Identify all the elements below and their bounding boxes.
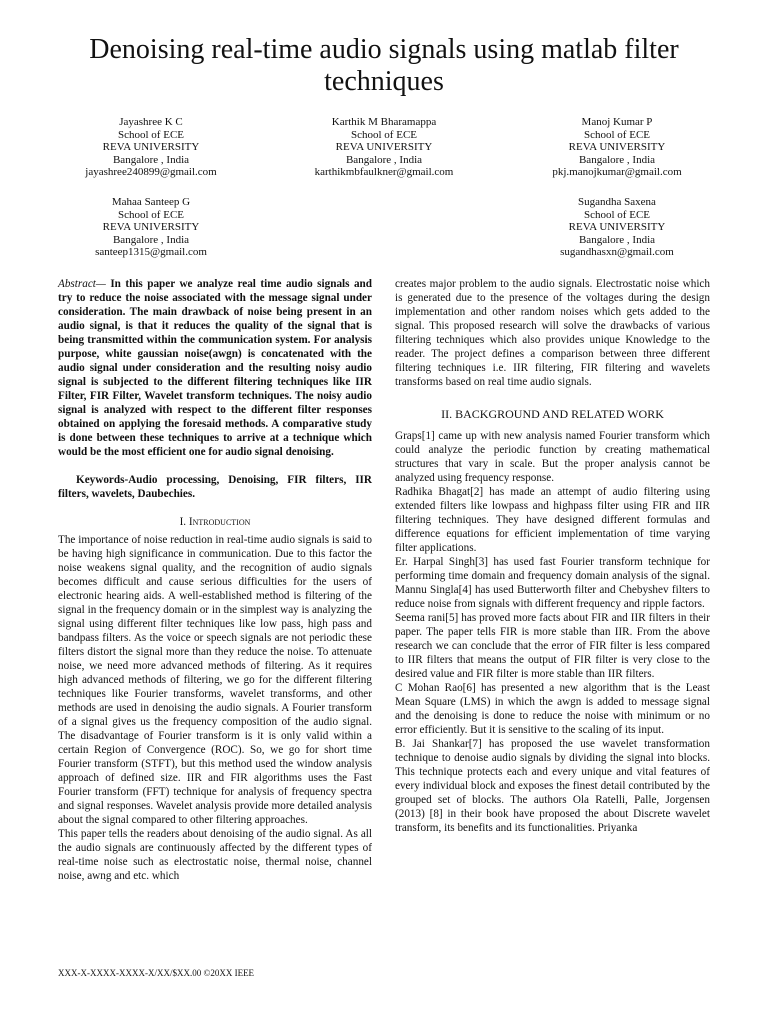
author-block xyxy=(36,116,266,179)
abstract-label: Abstract— xyxy=(58,278,106,290)
paragraph: B. Jai Shankar[7] has proposed the use wavelet transformation technique to denoise audio signals by dividing the signal into blocks. This technique protects each and every unique and vital features of every individual block and exposes the finest detail contributed by the grouped set of blocks. The authors Ola Ratelli, Palle, Jorgensen (2013) [8] in their book have proposed the about Discrete wavelet transform, its benefits and its functionalities. Priyanka xyxy=(395,738,710,834)
paragraph: C Mohan Rao[6] has presented a new algorithm that is the Least Mean Square (LMS) in which the awgn is added to message signal and the denoising is done to reduce the noise with minimum or no error efficiently. But it is sensitive to the scaling of its input. xyxy=(395,682,710,736)
author-email: sugandhasxn@gmail.com xyxy=(560,246,674,259)
author-dept: School of ECE xyxy=(584,208,650,221)
author-block xyxy=(502,116,732,179)
author-dept: School of ECE xyxy=(118,208,184,221)
author-name: Jayashree K C xyxy=(119,116,183,128)
author-block xyxy=(36,196,266,259)
author-org: REVA UNIVERSITY xyxy=(568,141,666,154)
author-block xyxy=(502,196,732,259)
author-location: Bangalore , India xyxy=(578,233,656,246)
paragraph: Er. Harpal Singh[3] has used fast Fourier transform technique for performing time domain and frequency domain analysis of the signal. Mannu Singla[4] has used Butterworth filter and Chebyshev filters to reduce noise from signals with different frequency and ripple factors. xyxy=(395,556,710,610)
paragraph: Graps[1] came up with new analysis named Fourier transform which could analyze the periodic function by creating mathematical structures that vary in scale. But the proper analysis cannot be analyzed using frequency response. xyxy=(395,430,710,484)
author-dept: School of ECE xyxy=(118,128,184,141)
copyright-footer: XXX-X-XXXX-XXXX-X/XX/$XX.00 ©20XX IEEE xyxy=(58,968,255,978)
author-block xyxy=(269,116,499,179)
author-name: Manoj Kumar P xyxy=(581,116,653,128)
keywords: Keywords-Audio processing, Denoising, FIR filters, IIR filters, wavelets, Daubechies. xyxy=(58,474,372,500)
author-email: pkj.manojkumar@gmail.com xyxy=(552,166,682,179)
paragraph: Radhika Bhagat[2] has made an attempt of audio filtering using extended filters like lowpass and highpass filter using FIR and IIR filtering techniques. They have designed different formulas and difference equations for efficient implementation of time varying filter applications. xyxy=(395,486,710,554)
paragraph: The importance of noise reduction in real-time audio signals is said to be having high significance in communication. Due to this factor the noise weakens signal quality, and the recognition of audio signals becomes difficult and cause serious difficulties for the users of electronic hearing aids. A well-established method is filtering of the signal in the frequency domain or in the simplest way is analyzing the signal using different filter techniques like low pass, high pass and bandpass filters. As the voice or speech signals are not periodic these filters distort the signal more than they reduce the noise. To attenuate noise, we need more advanced methods of filtering. As it requires high advanced methods of filtering, we go for the different filtering techniques like Fourier transforms, wavelet transforms, and other methods are used in denoising the audio signals. A Fourier transform of a signal gives us the frequency composition of the audio signal. The disadvantage of Fourier transform is it is only valid within a certain Region of Convergence (ROC). So, we go for short time Fourier transform (STFT), but this method used the window analysis approach of defined size. IIR and FIR algorithms uses the Fast Fourier transform (FFT) technique for analysis of frequency spectra and signal responses. Wavelet analysis provide more detailed analysis about the signal compared to other filtering approaches. xyxy=(58,534,372,826)
author-org: REVA UNIVERSITY xyxy=(102,141,200,154)
abstract-text: In this paper we analyze real time audio signals and try to reduce the noise associated with the message signal under consideration. The main drawback of noise being present in an audio signal, is that it reduces the quality of the signal that is being transmitted within the communication system. For analysis purpose, white gaussian noise(awgn) is concatenated with the audio signal under consideration and the resulting noisy audio signal is subjected to the different filtering techniques like IIR Filter, FIR Filter, Wavelet transform techniques. The noisy audio signal is analyzed with respect to the different filter responses obtained on applying the foresaid methods. A comparative study is done between these techniques to arrive at a technique which would be the most efficient one for audio signal denoising. xyxy=(58,278,372,458)
paragraph: Seema rani[5] has proved more facts about FIR and IIR filters in their paper. The paper tells FIR is more stable than IIR. From the above research we can conclude that the error of FIR filter is less compared to IIR filters that means the output of FIR filter is very close to the desired value and FIR filter is more stable than IIR filters. xyxy=(395,612,710,680)
paragraph: creates major problem to the audio signals. Electrostatic noise which is generated due to the presence of the voltages during the design implementation and other random noises which gets added to the signal. This proposed research will solve the drawbacks of various filtering techniques which also provides unique Knowledge to the reader. The project defines a comparison between three different filtering techniques i.e. IIR filtering, FIR filtering and wavelets transforms based on real time audio signals. xyxy=(395,278,710,388)
author-org: REVA UNIVERSITY xyxy=(568,221,666,234)
left-column xyxy=(58,277,372,883)
author-email: jayashree240899@gmail.com xyxy=(85,166,217,179)
right-column xyxy=(395,277,710,835)
author-name: Mahaa Santeep G xyxy=(111,196,191,208)
author-org: REVA UNIVERSITY xyxy=(335,141,433,154)
author-dept: School of ECE xyxy=(584,128,650,141)
author-email: karthikmbfaulkner@gmail.com xyxy=(314,166,454,179)
author-location: Bangalore , India xyxy=(345,153,423,166)
paragraph: This paper tells the readers about denoising of the audio signal. As all the audio signals are continuously affected by the different types of real-time noise such as electrostatic noise, thermal noise, channel noise, awng and etc. which xyxy=(58,828,372,882)
abstract xyxy=(58,277,372,459)
section-heading: I. Introduction xyxy=(179,516,251,528)
author-location: Bangalore , India xyxy=(578,153,656,166)
paper-title: Denoising real-time audio signals using matlab filter techniques xyxy=(89,34,679,97)
author-location: Bangalore , India xyxy=(112,153,190,166)
author-location: Bangalore , India xyxy=(112,233,190,246)
section-heading: II. BACKGROUND AND RELATED WORK xyxy=(441,407,664,421)
author-email: santeep1315@gmail.com xyxy=(95,246,207,259)
author-name: Karthik M Bharamappa xyxy=(331,116,437,128)
author-dept: School of ECE xyxy=(351,128,417,141)
author-org: REVA UNIVERSITY xyxy=(102,221,200,234)
author-name: Sugandha Saxena xyxy=(578,196,656,208)
